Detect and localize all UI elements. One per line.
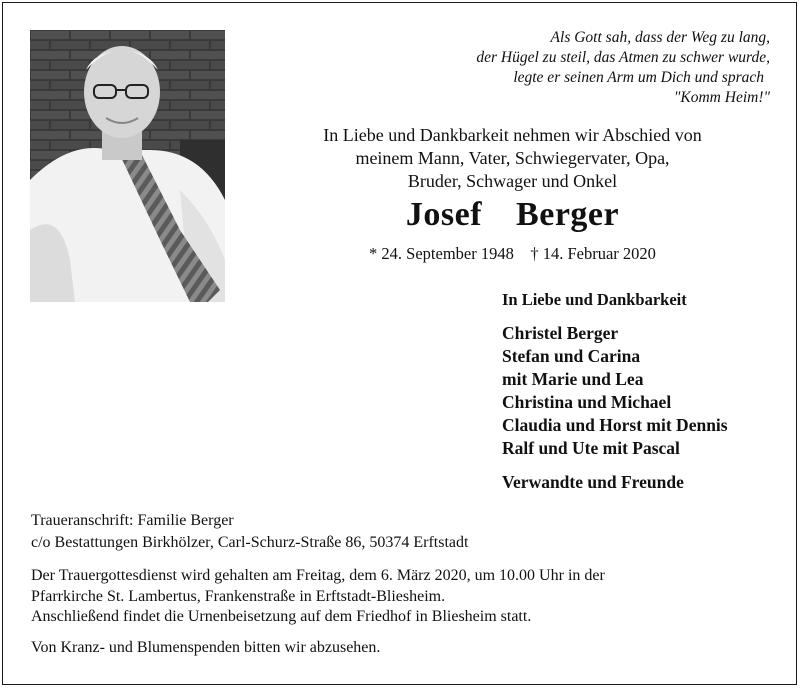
portrait-image <box>30 30 225 302</box>
deceased-name: Josef Berger <box>405 196 620 233</box>
intro-line: In Liebe und Dankbarkeit nehmen wir Abschied von <box>323 125 702 145</box>
intro-line: meinem Mann, Vater, Schwiegervater, Opa, <box>355 148 670 168</box>
relatives-line: Verwandte und Freunde <box>502 472 684 492</box>
mourners-block <box>502 290 728 493</box>
poem-line: legte er seinen Arm um Dich und sprach <box>513 69 764 86</box>
service-line: Der Trauergottesdienst wird gehalten am Freitag, dem 6. März 2020, um 10.00 Uhr in der <box>31 567 605 584</box>
birth-date: * 24. September 1948 <box>369 244 514 263</box>
poem-line: der Hügel zu steil, das Atmen zu schwer wurde, <box>476 49 770 66</box>
service-line: Pfarrkirche St. Lambertus, Frankenstraße in Erftstadt-Bliesheim. <box>31 587 446 605</box>
family-member: mit Marie und Lea <box>502 369 644 389</box>
service-line: Anschließend findet die Urnenbeisetzung auf dem Friedhof in Bliesheim statt. <box>31 608 532 625</box>
family-member: Ralf und Ute mit Pascal <box>502 438 680 458</box>
portrait-photo <box>30 30 225 302</box>
farewell-intro <box>255 124 770 193</box>
address-line: Traueranschrift: Familie Berger <box>31 512 234 529</box>
mourners-heading: In Liebe und Dankbarkeit <box>502 290 687 309</box>
life-dates <box>255 244 770 264</box>
address-line: c/o Bestattungen Birkhölzer, Carl-Schurz-Straße 86, 50374 Erftstadt <box>31 534 469 551</box>
poem-line: "Komm Heim!" <box>673 89 770 106</box>
poem-line: Als Gott sah, dass der Weg zu lang, <box>550 29 770 46</box>
family-member: Stefan und Carina <box>502 346 641 366</box>
death-date: † 14. Februar 2020 <box>530 244 656 263</box>
funeral-service-info <box>31 566 605 628</box>
donation-note: Von Kranz- und Blumenspenden bitten wir abzusehen. <box>31 639 381 656</box>
family-member: Christina und Michael <box>502 392 672 412</box>
intro-line: Bruder, Schwager und Onkel <box>407 171 618 191</box>
poem <box>390 28 770 108</box>
condolence-address <box>31 510 468 554</box>
family-member: Claudia und Horst mit Dennis <box>502 415 728 435</box>
family-member: Christel Berger <box>502 323 619 343</box>
family-list <box>502 322 728 460</box>
